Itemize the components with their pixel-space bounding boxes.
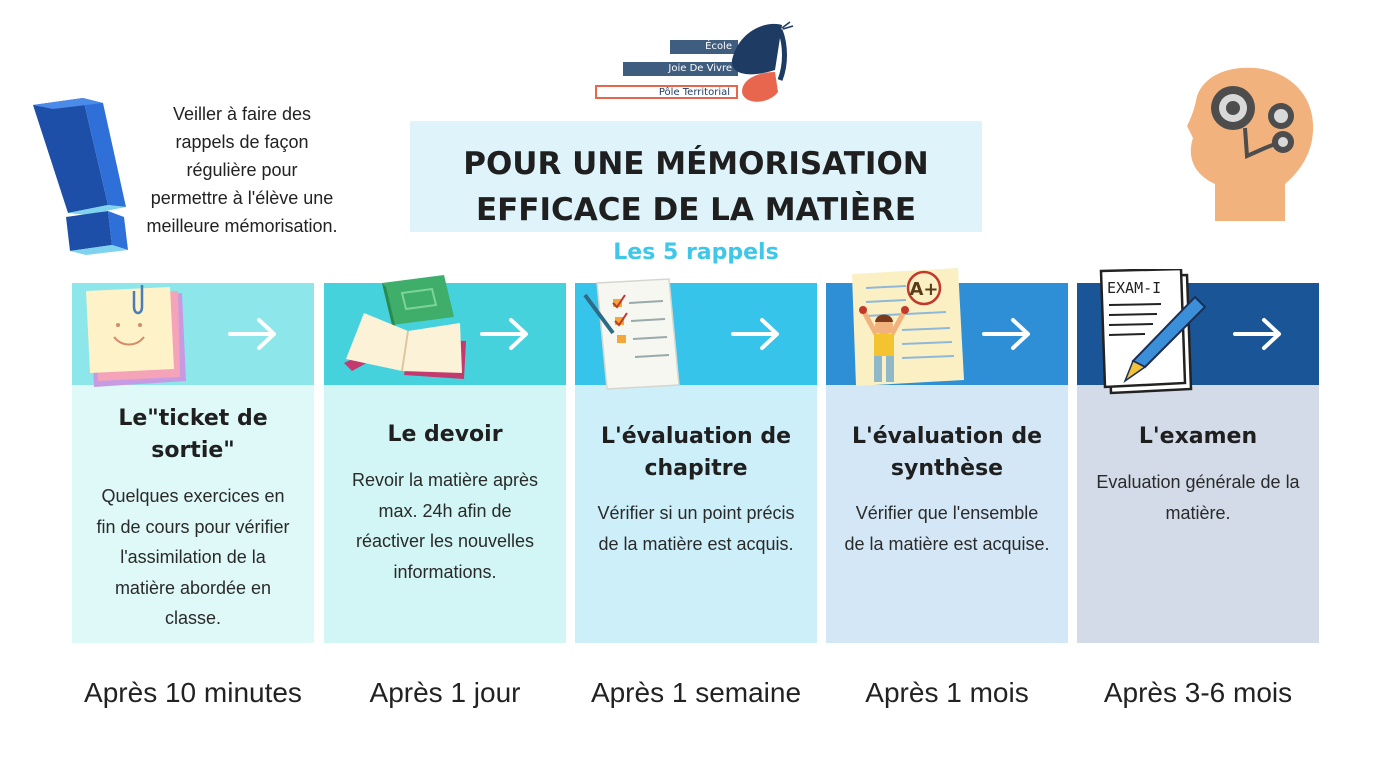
step-column-3 bbox=[575, 283, 817, 708]
butterfly-icon bbox=[720, 20, 805, 105]
step-title: L'évaluation de synthèse bbox=[851, 424, 1043, 481]
a-plus-student-icon bbox=[846, 268, 971, 406]
step-body-1 bbox=[72, 385, 314, 643]
step-title: Le"ticket de sortie" bbox=[118, 406, 268, 463]
school-logo bbox=[590, 20, 805, 105]
step-description: Revoir la matière après max. 24h afin de réactiver les nouvelles informations. bbox=[351, 470, 539, 582]
arrow-right-icon bbox=[731, 317, 781, 351]
arrow-right-icon bbox=[228, 317, 278, 351]
exam-label: EXAM-I bbox=[1107, 279, 1162, 297]
arrow-right-icon bbox=[982, 317, 1032, 351]
step-title: Le devoir bbox=[387, 422, 503, 447]
head-gears-icon bbox=[1185, 66, 1320, 224]
title-line-1: POUR UNE MÉMORISATION bbox=[463, 146, 929, 182]
step-body-2 bbox=[324, 385, 566, 643]
step-column-5 bbox=[1077, 279, 1319, 708]
step-time: Après 3-6 mois bbox=[1103, 677, 1293, 708]
step-body-4 bbox=[826, 385, 1068, 643]
arrow-right-icon bbox=[480, 317, 530, 351]
subtitle: Les 5 rappels bbox=[613, 240, 779, 265]
step-time: Après 1 jour bbox=[369, 677, 521, 708]
step-time: Après 1 semaine bbox=[590, 677, 802, 708]
open-book-icon bbox=[342, 275, 472, 387]
step-body-5 bbox=[1077, 385, 1319, 643]
step-column-2 bbox=[324, 283, 566, 708]
step-description: Vérifier que l'ensemble de la matière est acquise. bbox=[844, 503, 1050, 554]
logo-line-1: École bbox=[670, 40, 738, 54]
title-box bbox=[410, 121, 982, 232]
step-description: Evaluation générale de la matière. bbox=[1096, 472, 1300, 523]
step-description: Quelques exercices en fin de cours pour vérifier l'assimilation de la matière abordée en classe. bbox=[96, 486, 290, 628]
step-title: L'évaluation de chapitre bbox=[600, 424, 792, 481]
arrow-right-icon bbox=[1233, 317, 1283, 351]
reminder-note: Veiller à faire des rappels de façon régulière pour permettre à l'élève une meilleure mémorisation. bbox=[146, 104, 338, 236]
step-body-3 bbox=[575, 385, 817, 643]
title-line-2: EFFICACE DE LA MATIÈRE bbox=[475, 192, 917, 228]
logo-line-3: Pôle Territorial bbox=[595, 85, 738, 99]
step-description: Vérifier si un point précis de la matière est acquis. bbox=[597, 503, 795, 554]
grade-label: A+ bbox=[909, 279, 939, 300]
sticky-note-icon bbox=[82, 285, 192, 390]
logo-line-2: Joie De Vivre bbox=[623, 62, 738, 76]
exclamation-icon bbox=[28, 95, 138, 265]
step-title: L'examen bbox=[1138, 424, 1258, 449]
page-title bbox=[410, 141, 982, 233]
step-column-4 bbox=[826, 279, 1068, 708]
step-column-1 bbox=[72, 283, 314, 708]
exam-paper-icon bbox=[1095, 269, 1210, 399]
step-time: Après 1 mois bbox=[865, 677, 1029, 708]
checklist-icon bbox=[583, 277, 683, 392]
step-time: Après 10 minutes bbox=[84, 677, 302, 708]
